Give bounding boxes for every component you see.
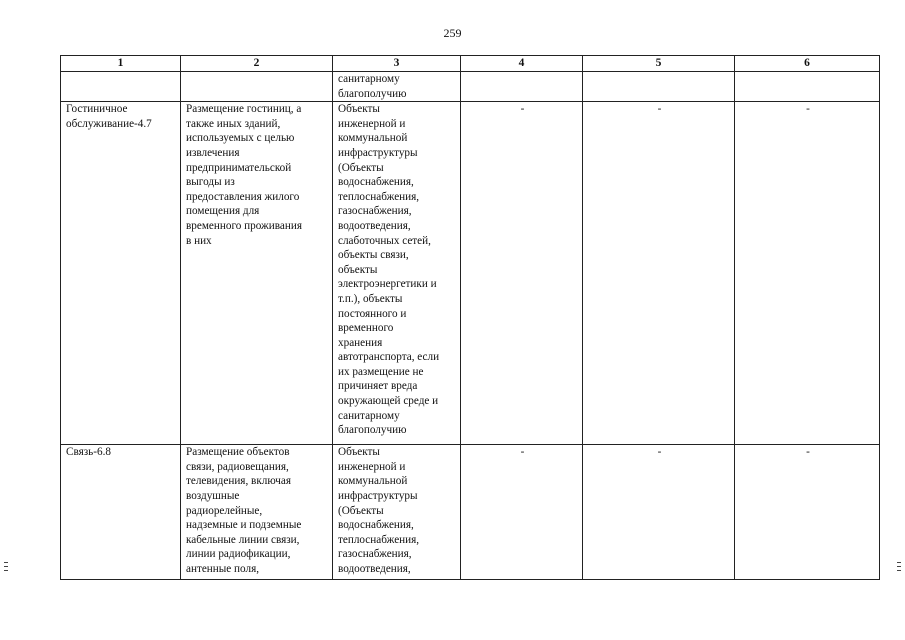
row0-col6: [735, 72, 880, 102]
cell-text: -: [657, 446, 662, 459]
cell-text: Связь-6.8: [66, 446, 111, 459]
row0-auxiliary-objects: [333, 72, 461, 102]
cell-text: -: [520, 446, 525, 459]
cell-text: -: [520, 103, 525, 116]
row0-use-type: [61, 72, 181, 102]
row1-auxiliary-objects: [333, 102, 461, 445]
row1-col5: [583, 102, 735, 445]
page-number: 259: [443, 26, 462, 40]
column-header-1: 1: [61, 56, 181, 72]
cell-text: Объекты инженерной и коммунальной инфраструктуры (Объекты водоснабжения, теплоснабжения, газоснабжения, водоотведения,: [338, 446, 420, 575]
cell-text: санитарному благополучию: [338, 73, 407, 100]
table-row: [61, 445, 880, 580]
row2-description: [181, 445, 333, 580]
row2-col5: [583, 445, 735, 580]
cell-text: Гостиничное обслуживание-4.7: [66, 103, 152, 130]
table-row: [61, 102, 880, 445]
row1-col4: [461, 102, 583, 445]
cell-text: Объекты инженерной и коммунальной инфраструктуры (Объекты водоснабжения, теплоснабжения, газоснабжения, водоотведения, слаботочных сетей, объекты связи, объекты электроэнергетики и т.п.), объекты постоянного и временного хранения автотранспорта, если их размещение не причиняет вреда окружающей среде и санитарному благополучию: [338, 103, 440, 437]
row1-use-type: [61, 102, 181, 445]
column-header-2: 2: [181, 56, 333, 72]
row1-description: [181, 102, 333, 445]
row0-description: [181, 72, 333, 102]
zoning-table: [60, 55, 880, 580]
row2-col4: [461, 445, 583, 580]
column-header-4: 4: [461, 56, 583, 72]
row0-col5: [583, 72, 735, 102]
cell-text: -: [657, 103, 662, 116]
row0-col4: [461, 72, 583, 102]
row1-col6: [735, 102, 880, 445]
cell-text: -: [806, 103, 810, 116]
row2-use-type: [61, 445, 181, 580]
table-header-row: [61, 56, 880, 72]
cell-text: -: [806, 446, 810, 459]
cell-text: Размещение гостиниц, а также иных зданий, используемых с целью извлечения предпринимательской выгоды из предоставления жилого помещения для временного проживания в них: [186, 103, 302, 247]
scan-edge-mark-right: [897, 562, 901, 574]
row2-col6: [735, 445, 880, 580]
cell-text: Размещение объектов связи, радиовещания, телевидения, включая воздушные радиорелейные, надземные и подземные кабельные линии связи, линии радиофикации, антенные поля,: [186, 446, 302, 575]
table-row: [61, 72, 880, 102]
column-header-6: 6: [735, 56, 880, 72]
scan-edge-mark-left: [4, 562, 8, 574]
row2-auxiliary-objects: [333, 445, 461, 580]
column-header-5: 5: [583, 56, 735, 72]
column-header-3: 3: [333, 56, 461, 72]
